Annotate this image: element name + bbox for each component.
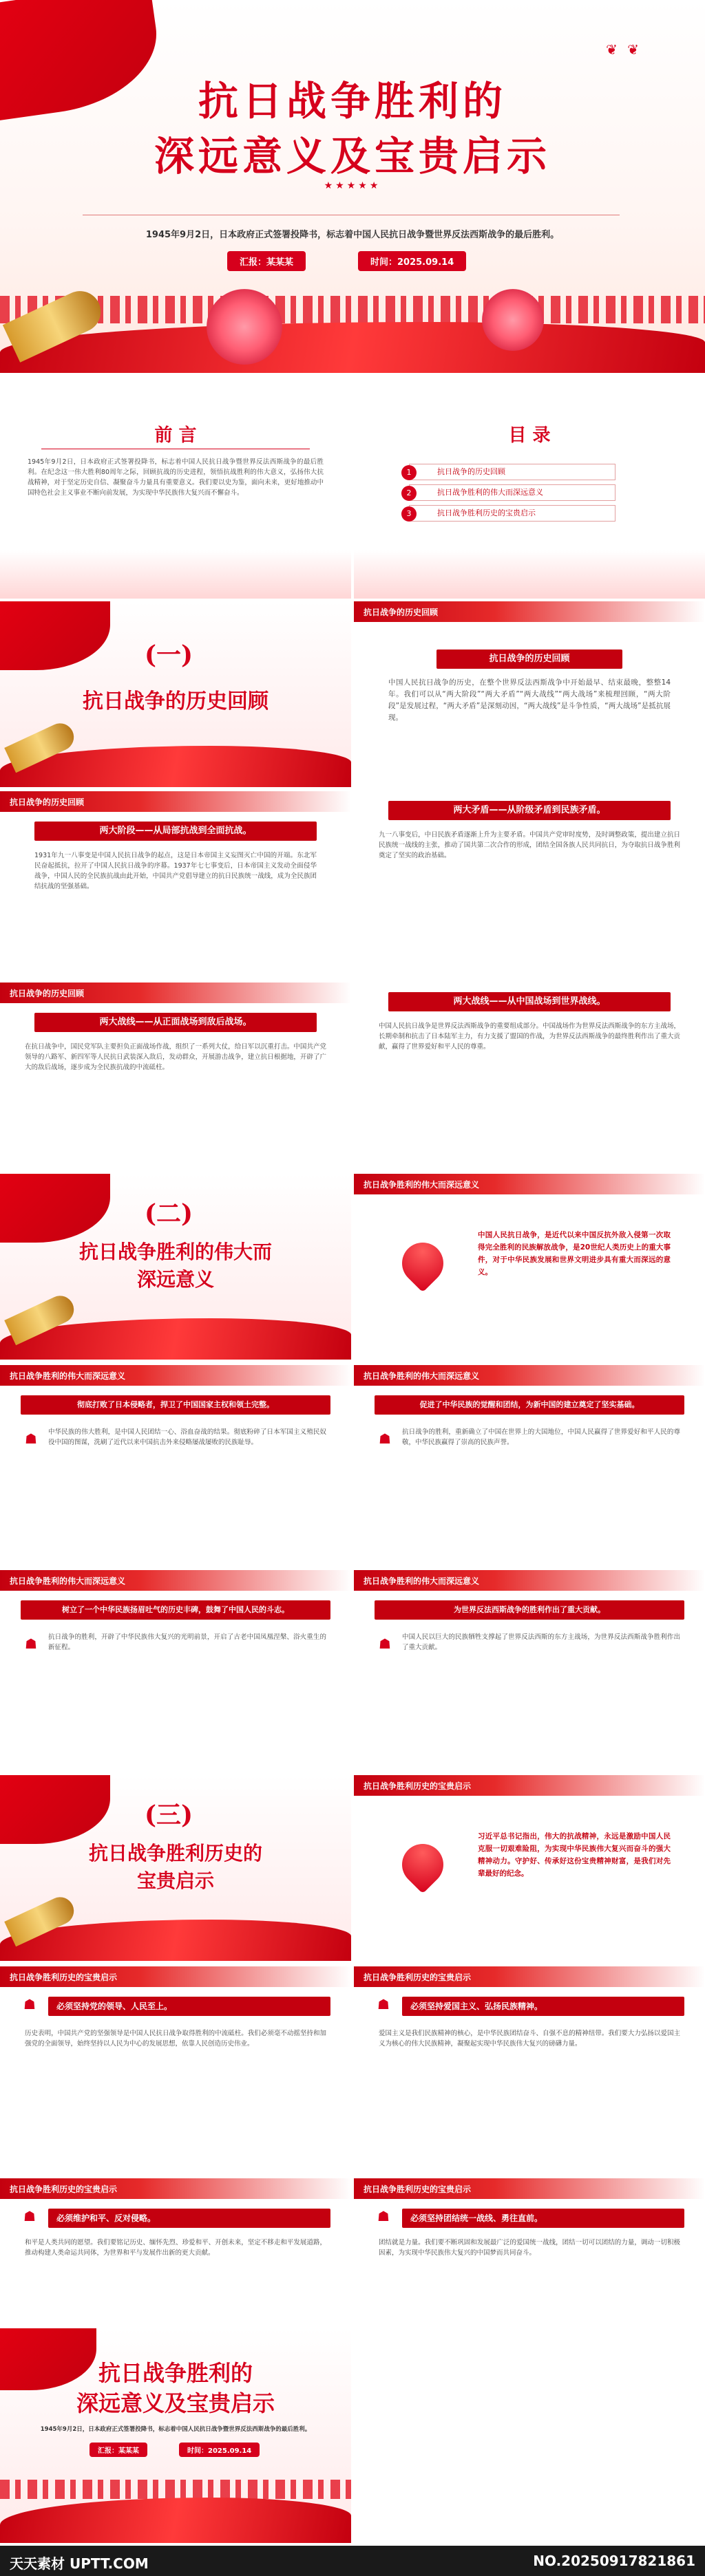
closing-title-line1: 抗日战争胜利的 — [98, 2360, 253, 2386]
closing-subtitle: 1945年9月2日，日本政府正式签署投降书，标志着中国人民抗日战争暨世界反法西斯战争的最后胜利。 — [40, 2426, 311, 2433]
section-text: 历史表明，中国共产党的坚强领导是中国人民抗日战争取得胜利的中流砥柱。我们必须毫不动摇坚持和加强党的全面领导，始终坚持以人民为中心的发展思想，依靠人民创造历史伟业。 — [25, 2030, 326, 2048]
slide-header — [354, 1966, 705, 1987]
people-icon: ☗ — [23, 2208, 36, 2224]
red-flag-decoration — [0, 1775, 110, 1844]
slide-header-text: 抗日战争胜利的伟大而深远意义 — [10, 1371, 126, 1381]
part1-world-slide — [354, 983, 705, 1168]
cover-title-line2: 深远意义及宝贵启示 — [154, 133, 551, 180]
people-icon: ☗ — [23, 1996, 36, 2012]
peony-decoration — [207, 289, 282, 365]
slide-header — [0, 1570, 351, 1591]
toc-number: 2 — [401, 486, 417, 501]
people-icon: ☗ — [25, 1430, 37, 1447]
part2-number: (二) — [145, 1199, 193, 1228]
slide-header — [354, 2178, 705, 2199]
part2-cover-slide — [0, 1174, 351, 1360]
section-text: 1931年九一八事变是中国人民抗日战争的起点，这是日本帝国主义妄图灭亡中国的开端。东北军民奋起抵抗，拉开了中国人民抗日战争的序幕。1937年七七事变后，日本帝国主义发动全面侵华战争，中国人民的全民族抗战由此开始，中国共产党倡导建立的抗日民族统一战线，成为全民族团结抗战的坚强基础。 — [34, 852, 317, 890]
slide-header — [0, 1966, 351, 1987]
section-text: 团结就是力量。我们要不断巩固和发展最广泛的爱国统一战线，团结一切可以团结的力量，调动一切积极因素，为实现中华民族伟大复兴的中国梦而共同奋斗。 — [379, 2239, 680, 2257]
part3-lesson2-slide — [354, 1966, 705, 2173]
part2-meaning1-slide — [0, 1365, 351, 1565]
slide-header-text: 抗日战争的历史回顾 — [10, 989, 85, 998]
section-banner: 必须坚持团结统一战线、勇往直前。 — [402, 2209, 684, 2228]
slide-header — [354, 1174, 705, 1194]
heart-emblem-icon — [394, 1836, 452, 1894]
section-banner: 必须坚持爱国主义、弘扬民族精神。 — [402, 1997, 684, 2016]
part2-intro-slide — [354, 1174, 705, 1360]
part1-cover-slide — [0, 601, 351, 787]
section-banner: 两大战线——从中国战场到世界战线。 — [388, 992, 671, 1011]
part3-lesson1-slide — [0, 1966, 351, 2173]
slide-header — [0, 2178, 351, 2199]
section-banner: 两大矛盾——从阶级矛盾到民族矛盾。 — [388, 801, 671, 820]
closing-title-line2: 深远意义及宝贵启示 — [76, 2390, 275, 2416]
toc-label: 抗日战争胜利的伟大而深远意义 — [437, 488, 543, 497]
section-text: 在抗日战争中，国民党军队主要担负正面战场作战，组织了一系列大仗，给日军以沉重打击。中国共产党领导的八路军、新四军等人民抗日武装深入敌后，发动群众，开展游击战争，建立抗日根据地，开辟了广大的敌后战场，逐步成为全民族抗战的中流砥柱。 — [25, 1043, 326, 1071]
toc-label: 抗日战争胜利历史的宝贵启示 — [437, 508, 536, 517]
part1-intro-slide — [354, 601, 705, 787]
people-icon: ☗ — [377, 2208, 390, 2224]
part1-contradiction-slide — [354, 791, 705, 977]
slide-header-text: 抗日战争胜利的伟大而深远意义 — [364, 1180, 480, 1190]
peony-decoration — [482, 289, 544, 351]
toc-title: 目 录 — [508, 425, 551, 446]
preface-slide — [0, 413, 351, 599]
slide-header — [354, 1570, 705, 1591]
people-icon: ☗ — [379, 1635, 391, 1652]
stars-decoration: ★★★★★ — [324, 180, 381, 191]
part1-title: 抗日战争的历史回顾 — [83, 689, 269, 713]
slide-header-text: 抗日战争胜利历史的宝贵启示 — [364, 1973, 472, 1982]
toc-slide — [354, 413, 705, 599]
red-flag-decoration — [0, 601, 110, 670]
slide-header-text: 抗日战争的历史回顾 — [364, 608, 439, 617]
part2-meaning4-slide — [354, 1570, 705, 1770]
date-badge: 时间：2025.09.14 — [358, 251, 466, 271]
section-text: 九一八事变后，中日民族矛盾逐渐上升为主要矛盾。中国共产党审时度势，及时调整政策，提出建立抗日民族统一战线的主张，推动了国共第二次合作的形成，团结全国各族人民共同抗日，为夺取抗日战争胜利奠定了坚实的政治基础。 — [379, 831, 680, 859]
birds-decoration: ❦ ❦ — [606, 41, 642, 58]
part2-meaning2-slide — [354, 1365, 705, 1565]
reporter-badge: 汇报：某某某 — [227, 251, 306, 271]
part2-meaning3-slide — [0, 1570, 351, 1770]
skyline-decoration — [0, 296, 705, 323]
watermark-bar — [0, 2546, 705, 2576]
part1-stage-slide — [0, 791, 351, 977]
wave-decoration — [354, 550, 705, 599]
part2-intro-text: 中国人民抗日战争，是近代以来中国反抗外敌入侵第一次取得完全胜利的民族解放战争，是20世纪人类历史上的重大事件，对于中华民族发展和世界文明进步具有重大而深远的意义。 — [478, 1231, 671, 1276]
slide-header-text: 抗日战争胜利的伟大而深远意义 — [364, 1371, 480, 1381]
red-ribbon-decoration — [0, 322, 705, 373]
wave-decoration — [0, 550, 351, 599]
part3-intro-slide — [354, 1775, 705, 1961]
cover-subtitle: 1945年9月2日，日本政府正式签署投降书，标志着中国人民抗日战争暨世界反法西斯战争的最后胜利。 — [145, 230, 560, 240]
slide-header — [354, 1775, 705, 1796]
part1-intro-text: 中国人民抗日战争的历史，在整个世界反法西斯战争中开始最早、结束最晚，整整14年。我们可以从“两大阶段”“两大矛盾”“两大战线”“两大战场”来梳理回顾，“两大阶段”是发展过程，“两大矛盾”是深刻动因，“两大战线”是斗争性质，“两大战场”是抵抗展现。 — [388, 678, 671, 722]
slide-header — [0, 983, 351, 1003]
toc-item[interactable] — [406, 505, 615, 522]
section-text: 和平是人类共同的愿望。我们要铭记历史、缅怀先烈、珍爱和平、开创未来，坚定不移走和平发展道路，推动构建人类命运共同体，为世界和平与发展作出新的更大贡献。 — [25, 2239, 326, 2257]
watermark-site: 天天素材 UPTT.COM — [10, 2555, 149, 2572]
part2-title-line2: 深远意义 — [136, 1268, 214, 1291]
section-text: 抗日战争的胜利，重新确立了中国在世界上的大国地位，中国人民赢得了世界爱好和平人民的尊敬，中华民族赢得了崇高的民族声誉。 — [402, 1428, 680, 1446]
date-badge: 时间：2025.09.14 — [179, 2443, 260, 2457]
part1-front-slide — [0, 983, 351, 1168]
skyline-decoration — [0, 2480, 351, 2499]
preface-title: 前 言 — [154, 425, 197, 446]
slide-header-text: 抗日战争胜利历史的宝贵启示 — [364, 1781, 472, 1791]
toc-item[interactable] — [406, 484, 615, 501]
part3-number: (三) — [145, 1801, 193, 1829]
section-banner: 必须坚持党的领导、人民至上。 — [48, 1997, 330, 2016]
section-banner: 抗日战争的历史回顾 — [436, 650, 622, 669]
section-text: 抗日战争的胜利，开辟了中华民族伟大复兴的光明前景，开启了古老中国凤凰涅槃、浴火重生的新征程。 — [48, 1633, 326, 1651]
preface-text: 1945年9月2日，日本政府正式签署投降书，标志着中国人民抗日战争暨世界反法西斯战争的最后胜利。在纪念这一伟大胜利80周年之际，回顾抗战的历史进程，领悟抗战胜利的伟大意义，弘扬伟大抗战精神，对于坚定历史自信、凝聚奋斗力量具有重要意义。我们要以史为鉴，面向未来，更好地推动中国特色社会主义事业不断向前发展，为实现中华民族伟大复兴而不懈奋斗。 — [28, 458, 324, 497]
toc-item[interactable] — [406, 464, 615, 480]
section-banner: 彻底打败了日本侵略者，捍卫了中国国家主权和领土完整。 — [21, 1395, 330, 1415]
toc-number: 3 — [401, 506, 417, 522]
part3-lesson4-slide — [354, 2178, 705, 2323]
part1-number: (一) — [145, 641, 193, 669]
section-text: 中华民族的伟大胜利，是中国人民团结一心、浴血奋战的结果。彻底粉碎了日本军国主义殖民奴役中国的图谋，洗刷了近代以来中国抗击外来侵略屡战屡败的民族耻辱。 — [48, 1428, 326, 1446]
reporter-badge: 汇报：某某某 — [90, 2443, 147, 2457]
cover-slide — [0, 0, 705, 373]
slide-header-text: 抗日战争胜利的伟大而深远意义 — [10, 1576, 126, 1586]
part3-cover-slide — [0, 1775, 351, 1961]
slide-header-text: 抗日战争胜利历史的宝贵启示 — [10, 2185, 118, 2194]
part3-intro-text: 习近平总书记指出，伟大的抗战精神，永远是激励中国人民克服一切艰难险阻，为实现中华民族伟大复兴而奋斗的强大精神动力。守护好、传承好这份宝贵精神财富，是我们对先辈最好的纪念。 — [478, 1832, 671, 1878]
toc-number: 1 — [401, 465, 417, 480]
people-icon: ☗ — [377, 1996, 390, 2012]
slide-header-text: 抗日战争胜利的伟大而深远意义 — [364, 1576, 480, 1586]
section-banner: 为世界反法西斯战争的胜利作出了重大贡献。 — [375, 1600, 684, 1620]
closing-slide — [0, 2328, 351, 2543]
watermark-id: NO.20250917821861 — [533, 2553, 695, 2569]
section-banner: 树立了一个中华民族扬眉吐气的历史丰碑，鼓舞了中国人民的斗志。 — [21, 1600, 330, 1620]
part2-title-line1: 抗日战争胜利的伟大而 — [78, 1241, 272, 1263]
red-ribbon-decoration — [0, 2498, 351, 2543]
slide-header — [0, 1365, 351, 1386]
section-text: 爱国主义是我们民族精神的核心，是中华民族团结奋斗、自强不息的精神纽带。我们要大力弘扬以爱国主义为核心的伟大民族精神，凝聚起实现中华民族伟大复兴的磅礴力量。 — [379, 2030, 680, 2048]
people-icon: ☗ — [25, 1635, 37, 1652]
slide-header-text: 抗日战争胜利历史的宝贵启示 — [10, 1973, 118, 1982]
slide-header — [354, 601, 705, 622]
slide-header-text: 抗日战争的历史回顾 — [10, 797, 85, 807]
section-banner: 促进了中华民族的觉醒和团结，为新中国的建立奠定了坚实基础。 — [375, 1395, 684, 1415]
part3-title-line1: 抗日战争胜利历史的 — [88, 1842, 262, 1865]
slide-header-text: 抗日战争胜利历史的宝贵启示 — [364, 2185, 472, 2194]
cover-title-line1: 抗日战争胜利的 — [198, 78, 507, 125]
section-text: 中国人民以巨大的民族牺牲支撑起了世界反法西斯的东方主战场，为世界反法西斯战争胜利作出了重大贡献。 — [402, 1633, 680, 1651]
section-banner: 两大战线——从正面战场到敌后战场。 — [34, 1013, 317, 1032]
toc-label: 抗日战争的历史回顾 — [437, 467, 505, 476]
people-icon: ☗ — [379, 1430, 391, 1447]
section-banner: 必须维护和平、反对侵略。 — [48, 2209, 330, 2228]
slide-header — [354, 1365, 705, 1386]
section-banner: 两大阶段——从局部抗战到全面抗战。 — [34, 822, 317, 841]
section-text: 中国人民抗日战争是世界反法西斯战争的重要组成部分。中国战场作为世界反法西斯战争的东方主战场，长期牵制和抗击了日本陆军主力，有力支援了盟国的作战，为世界反法西斯战争的最终胜利作出了重大贡献，赢得了世界爱好和平人民的尊重。 — [379, 1022, 680, 1051]
part3-title-line2: 宝贵启示 — [136, 1869, 214, 1892]
slide-header — [0, 791, 351, 812]
red-flag-decoration — [0, 1174, 110, 1243]
heart-emblem-icon — [394, 1234, 452, 1293]
part3-lesson3-slide — [0, 2178, 351, 2323]
